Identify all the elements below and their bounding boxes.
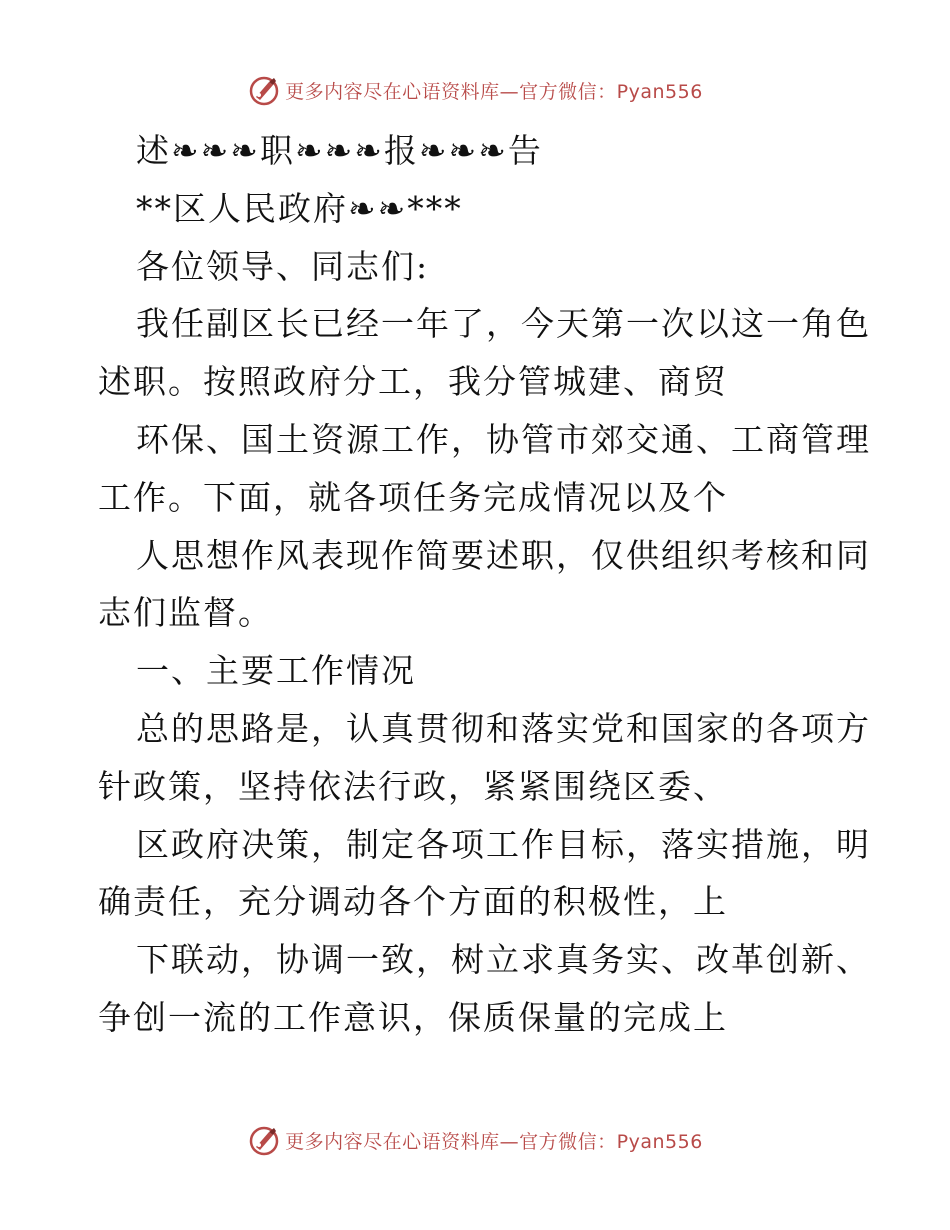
text-line: 争创一流的工作意识，保质保量的完成上	[98, 997, 728, 1037]
text-line: 我任副区长已经一年了，今天第一次以这一角色	[136, 304, 871, 344]
text-line: 述职。按照政府分工，我分管城建、商贸	[98, 362, 728, 402]
text-line: 下联动，协调一致，树立求真务实、改革创新、	[136, 940, 871, 980]
text-line: 人思想作风表现作简要述职，仅供组织考核和同	[136, 535, 871, 575]
pen-logo-icon	[247, 73, 281, 107]
text-line: 确责任，充分调动各个方面的积极性，上	[98, 882, 728, 922]
text-line: 志们监督。	[98, 593, 273, 633]
document-body	[98, 122, 871, 1047]
text-line: 总的思路是，认真贯彻和落实党和国家的各项方	[136, 708, 871, 748]
text-line: 一、主要工作情况	[136, 651, 416, 691]
text-line: 针政策，坚持依法行政，紧紧围绕区委、	[98, 766, 728, 806]
text-line: 工作。下面，就各项任务完成情况以及个	[98, 477, 728, 517]
banner-text: 更多内容尽在心语资料库—官方微信：Pyan556	[285, 1130, 703, 1153]
text-line: 环保、国土资源工作，协管市郊交通、工商管理	[136, 419, 871, 459]
footer-watermark-banner	[0, 1120, 950, 1160]
banner-text: 更多内容尽在心语资料库—官方微信：Pyan556	[285, 80, 703, 103]
pen-logo-icon	[247, 1123, 281, 1157]
text-line: 区政府决策，制定各项工作目标，落实措施，明	[136, 824, 871, 864]
text-line: **区人民政府❧❧***	[136, 188, 463, 228]
text-line: 各位领导、同志们:	[136, 246, 430, 286]
header-watermark-banner	[0, 70, 950, 110]
text-line: 述❧❧❧职❧❧❧报❧❧❧告	[136, 131, 543, 170]
